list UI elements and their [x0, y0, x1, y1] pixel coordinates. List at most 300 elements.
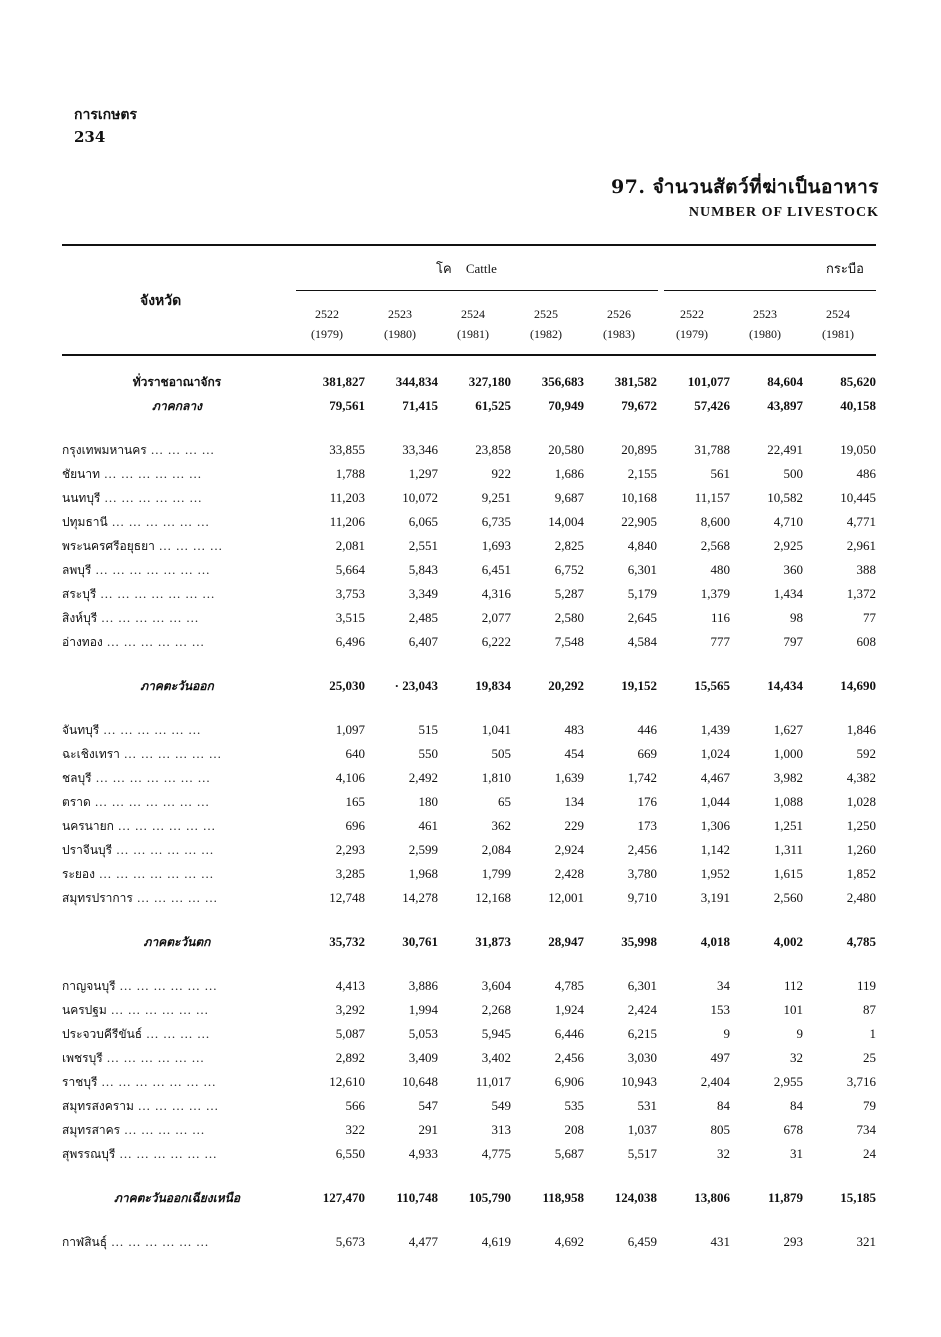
- value-cell: 3,349: [408, 586, 438, 601]
- leader-dots: ... ... ... ... ...: [132, 889, 218, 905]
- value-cell: 549: [491, 1098, 511, 1113]
- province-row: [62, 838, 876, 862]
- province-row: [62, 606, 876, 630]
- value-cell: 116: [710, 610, 730, 625]
- value-cell: 15,185: [840, 1190, 876, 1205]
- value-cell: 1: [869, 1026, 876, 1041]
- value-cell: 1,615: [773, 866, 803, 881]
- leader-dots: ... ... ... ... ... ...: [119, 745, 222, 761]
- value-cell: 344,834: [395, 374, 438, 389]
- leader-dots: ... ... ... ... ... ...: [102, 1049, 205, 1065]
- row-label: [62, 534, 292, 558]
- value-cell: 3,191: [700, 890, 730, 905]
- leader-dots: ... ... ... ... ... ...: [107, 1233, 210, 1249]
- leader-dots: ... ... ... ... ...: [120, 1121, 206, 1137]
- value-cell: 381,827: [322, 374, 365, 389]
- value-cell: 10,943: [621, 1074, 657, 1089]
- value-cell: 3,604: [481, 978, 511, 993]
- year-header: [438, 304, 508, 344]
- value-cell: 176: [637, 794, 657, 809]
- value-cell: 3,982: [773, 770, 803, 785]
- value-cell: 124,038: [614, 1190, 657, 1205]
- value-cell: 4,477: [408, 1234, 438, 1249]
- value-cell: 2,480: [846, 890, 876, 905]
- value-cell: 678: [783, 1122, 803, 1137]
- leader-dots: ... ... ... ...: [146, 441, 215, 457]
- row-label-text: จันทบุรี: [62, 722, 100, 737]
- province-row: [62, 814, 876, 838]
- value-cell: 669: [637, 746, 657, 761]
- value-cell: 1,924: [554, 1002, 584, 1017]
- province-row: [62, 1094, 876, 1118]
- value-cell: 505: [491, 746, 511, 761]
- value-cell: 2,560: [773, 890, 803, 905]
- value-cell: 1,372: [846, 586, 876, 601]
- value-cell: 14,278: [402, 890, 438, 905]
- value-cell: 2,925: [773, 538, 803, 553]
- value-cell: 70,949: [548, 398, 584, 413]
- year-be: 2523: [753, 307, 777, 321]
- leader-dots: ... ... ... ... ... ...: [112, 841, 215, 857]
- province-row: [62, 534, 876, 558]
- total-row: [62, 370, 876, 394]
- row-label-text: ภาคตะวันออก: [140, 678, 214, 693]
- year-header: [365, 304, 435, 344]
- value-cell: 2,551: [408, 538, 438, 553]
- header-bottom-rule: [62, 354, 876, 356]
- value-cell: 4,467: [700, 770, 730, 785]
- value-cell: 1,097: [335, 722, 365, 737]
- value-cell: 173: [637, 818, 657, 833]
- value-cell: 4,785: [846, 934, 876, 949]
- value-cell: 4,413: [335, 978, 365, 993]
- province-row: [62, 1142, 876, 1166]
- row-label: [62, 1118, 292, 1142]
- value-cell: 84: [717, 1098, 730, 1113]
- value-cell: 6,222: [481, 634, 511, 649]
- value-cell: 486: [856, 466, 876, 481]
- value-cell: 24: [863, 1146, 876, 1161]
- leader-dots: ... ... ... ... ... ...: [100, 489, 203, 505]
- value-cell: 2,456: [554, 1050, 584, 1065]
- value-cell: 1,742: [627, 770, 657, 785]
- value-cell: 10,168: [621, 490, 657, 505]
- value-cell: 2,924: [554, 842, 584, 857]
- value-cell: 1,852: [846, 866, 876, 881]
- value-cell: 535: [564, 1098, 584, 1113]
- value-cell: 2,155: [627, 466, 657, 481]
- leader-dots: ... ... ... ... ... ...: [115, 1145, 218, 1161]
- leader-dots: ... ... ... ... ... ... ...: [95, 865, 214, 881]
- value-cell: 1,306: [700, 818, 730, 833]
- province-row: [62, 862, 876, 886]
- value-cell: 84,604: [767, 374, 803, 389]
- value-cell: 5,053: [408, 1026, 438, 1041]
- value-cell: 566: [345, 1098, 365, 1113]
- province-row: [62, 462, 876, 486]
- value-cell: 35,732: [329, 934, 365, 949]
- row-label: [62, 486, 292, 510]
- value-cell: 127,470: [322, 1190, 365, 1205]
- value-cell: 321: [856, 1234, 876, 1249]
- province-row: [62, 974, 876, 998]
- value-cell: 40,158: [840, 398, 876, 413]
- value-cell: 3,780: [627, 866, 657, 881]
- value-cell: 6,301: [627, 562, 657, 577]
- value-cell: 550: [418, 746, 438, 761]
- leader-dots: ... ... ... ...: [154, 537, 223, 553]
- value-cell: 1,028: [846, 794, 876, 809]
- value-cell: 101: [783, 1002, 803, 1017]
- leader-dots: ... ... ... ... ... ... ...: [90, 793, 210, 809]
- row-label: [62, 1186, 292, 1210]
- spacer-row: [62, 1166, 876, 1186]
- value-cell: 2,424: [627, 1002, 657, 1017]
- row-label: [62, 1070, 292, 1094]
- row-label-text: ตราด: [62, 794, 91, 809]
- value-cell: 3,402: [481, 1050, 511, 1065]
- value-cell: 497: [710, 1050, 730, 1065]
- leader-dots: ... ... ... ... ... ...: [99, 721, 202, 737]
- value-cell: 8,600: [700, 514, 730, 529]
- value-cell: 11,203: [329, 490, 365, 505]
- row-label: [62, 838, 292, 862]
- value-cell: 19,152: [621, 678, 657, 693]
- row-label-text: ฉะเชิงเทรา: [62, 746, 120, 761]
- value-cell: 20,895: [621, 442, 657, 457]
- value-cell: 61,525: [475, 398, 511, 413]
- value-cell: 31,788: [694, 442, 730, 457]
- leader-dots: ... ... ... ... ... ...: [115, 977, 218, 993]
- leader-dots: ... ... ... ... ... ...: [106, 1001, 209, 1017]
- value-cell: 1,434: [773, 586, 803, 601]
- value-cell: 3,292: [335, 1002, 365, 1017]
- value-cell: 2,456: [627, 842, 657, 857]
- value-cell: 1,000: [773, 746, 803, 761]
- value-cell: 71,415: [402, 398, 438, 413]
- value-cell: 2,892: [335, 1050, 365, 1065]
- livestock-table: [62, 370, 876, 1254]
- leader-dots: ... ... ... ... ... ... ...: [91, 769, 211, 785]
- value-cell: 12,001: [548, 890, 584, 905]
- value-cell: 6,550: [335, 1146, 365, 1161]
- value-cell: 208: [564, 1122, 584, 1137]
- value-cell: 19,834: [475, 678, 511, 693]
- row-label: [62, 1094, 292, 1118]
- value-cell: 1,250: [846, 818, 876, 833]
- value-cell: 1,041: [481, 722, 511, 737]
- value-cell: 1,024: [700, 746, 730, 761]
- buffalo-group-label: กระบือ: [826, 262, 864, 277]
- province-row: [62, 718, 876, 742]
- value-cell: 454: [564, 746, 584, 761]
- value-cell: 5,945: [481, 1026, 511, 1041]
- table-title-thai: [611, 172, 879, 202]
- value-cell: 6,752: [554, 562, 584, 577]
- value-cell: 3,515: [335, 610, 365, 625]
- value-cell: 6,301: [627, 978, 657, 993]
- row-label: [62, 370, 292, 394]
- row-label: [62, 438, 292, 462]
- value-cell: 10,072: [402, 490, 438, 505]
- value-cell: 5,687: [554, 1146, 584, 1161]
- value-cell: 31,873: [475, 934, 511, 949]
- value-cell: 79,672: [621, 398, 657, 413]
- value-cell: 1,311: [774, 842, 803, 857]
- province-row: [62, 1070, 876, 1094]
- year-header: [803, 304, 873, 344]
- value-cell: 57,426: [694, 398, 730, 413]
- row-label-text: ลพบุรี: [62, 562, 92, 577]
- value-cell: 12,168: [475, 890, 511, 905]
- row-label: [62, 1230, 292, 1254]
- value-cell: 6,906: [554, 1074, 584, 1089]
- row-label: [62, 930, 292, 954]
- year-ce: (1980): [384, 327, 416, 341]
- value-cell: 34: [717, 978, 730, 993]
- row-label-text: ชลบุรี: [62, 770, 92, 785]
- value-cell: 2,268: [481, 1002, 511, 1017]
- value-cell: 2,645: [627, 610, 657, 625]
- row-label: [62, 582, 292, 606]
- value-cell: 922: [491, 466, 511, 481]
- row-label-text: สิงห์บุรี: [62, 610, 98, 625]
- spacer-row: [62, 954, 876, 974]
- value-cell: 1,639: [554, 770, 584, 785]
- value-cell: 500: [783, 466, 803, 481]
- value-cell: 6,451: [481, 562, 511, 577]
- spacer-row: [62, 698, 876, 718]
- value-cell: 12,748: [329, 890, 365, 905]
- value-cell: 14,690: [840, 678, 876, 693]
- province-row: [62, 998, 876, 1022]
- row-label-text: กาญจนบุรี: [62, 978, 116, 993]
- region-row: [62, 674, 876, 698]
- value-cell: 5,517: [627, 1146, 657, 1161]
- value-cell: 84: [790, 1098, 803, 1113]
- value-cell: 4,002: [773, 934, 803, 949]
- buffalo-group-rule: [664, 290, 876, 291]
- year-be: 2522: [315, 307, 339, 321]
- value-cell: 3,030: [627, 1050, 657, 1065]
- value-cell: 12,610: [329, 1074, 365, 1089]
- row-label-text: นครนายก: [62, 818, 114, 833]
- row-label-text: กรุงเทพมหานคร: [62, 442, 147, 457]
- value-cell: 3,753: [335, 586, 365, 601]
- year-be: 2524: [461, 307, 485, 321]
- value-cell: 7,548: [554, 634, 584, 649]
- leader-dots: ... ... ... ...: [142, 1025, 211, 1041]
- row-label-text: ทั่วราชอาณาจักร: [132, 374, 222, 389]
- value-cell: 6,065: [408, 514, 438, 529]
- value-cell: 1,627: [773, 722, 803, 737]
- value-cell: 10,582: [767, 490, 803, 505]
- value-cell: 1,439: [700, 722, 730, 737]
- value-cell: 11,017: [475, 1074, 511, 1089]
- row-label-text: นครปฐม: [62, 1002, 107, 1017]
- value-cell: 101,077: [687, 374, 730, 389]
- value-cell: 9,687: [554, 490, 584, 505]
- value-cell: 431: [710, 1234, 730, 1249]
- value-cell: 2,825: [554, 538, 584, 553]
- year-ce: (1979): [676, 327, 708, 341]
- value-cell: 1,686: [554, 466, 584, 481]
- value-cell: 388: [856, 562, 876, 577]
- year-header: [584, 304, 654, 344]
- value-cell: 547: [418, 1098, 438, 1113]
- value-cell: 1,088: [773, 794, 803, 809]
- value-cell: 2,084: [481, 842, 511, 857]
- value-cell: 33,346: [402, 442, 438, 457]
- row-label: [62, 814, 292, 838]
- value-cell: 1,952: [700, 866, 730, 881]
- value-cell: 6,735: [481, 514, 511, 529]
- value-cell: 30,761: [402, 934, 438, 949]
- row-label-text: ชัยนาท: [62, 466, 101, 481]
- value-cell: 561: [710, 466, 730, 481]
- value-cell: 32: [717, 1146, 730, 1161]
- cattle-label-thai: โค: [436, 262, 452, 277]
- value-cell: 515: [418, 722, 438, 737]
- region-row: [62, 1186, 876, 1210]
- value-cell: 11,879: [767, 1190, 803, 1205]
- value-cell: 32: [790, 1050, 803, 1065]
- year-be: 2524: [826, 307, 850, 321]
- year-be: 2523: [388, 307, 412, 321]
- value-cell: 22,491: [767, 442, 803, 457]
- value-cell: 2,568: [700, 538, 730, 553]
- value-cell: 19,050: [840, 442, 876, 457]
- year-ce: (1983): [603, 327, 635, 341]
- cattle-group-label: [436, 258, 497, 279]
- leader-dots: ... ... ... ... ...: [133, 1097, 219, 1113]
- value-cell: 446: [637, 722, 657, 737]
- row-label-text: สุพรรณบุรี: [62, 1146, 116, 1161]
- value-cell: 608: [856, 634, 876, 649]
- value-cell: 1,788: [335, 466, 365, 481]
- value-cell: 85,620: [840, 374, 876, 389]
- value-cell: 180: [418, 794, 438, 809]
- value-cell: 1,968: [408, 866, 438, 881]
- leader-dots: ... ... ... ... ... ... ...: [97, 1073, 217, 1089]
- year-ce: (1981): [822, 327, 854, 341]
- province-row: [62, 486, 876, 510]
- value-cell: 20,580: [548, 442, 584, 457]
- row-label-text: สมุทรปราการ: [62, 890, 133, 905]
- value-cell: 10,648: [402, 1074, 438, 1089]
- year-header: [657, 304, 727, 344]
- value-cell: 4,692: [554, 1234, 584, 1249]
- row-label: [62, 510, 292, 534]
- leader-dots: ... ... ... ... ... ... ...: [91, 561, 211, 577]
- row-label: [62, 718, 292, 742]
- value-cell: 291: [418, 1122, 438, 1137]
- province-row: [62, 1118, 876, 1142]
- value-cell: 322: [345, 1122, 365, 1137]
- value-cell: 10,445: [840, 490, 876, 505]
- value-cell: 9: [723, 1026, 730, 1041]
- value-cell: 2,492: [408, 770, 438, 785]
- value-cell: 4,933: [408, 1146, 438, 1161]
- row-label-text: ภาคตะวันออกเฉียงเหนือ: [113, 1190, 241, 1205]
- value-cell: 356,683: [541, 374, 584, 389]
- value-cell: 5,673: [335, 1234, 365, 1249]
- value-cell: 14,004: [548, 514, 584, 529]
- value-cell: 362: [491, 818, 511, 833]
- cattle-label-english: Cattle: [465, 261, 497, 276]
- leader-dots: ... ... ... ... ... ...: [107, 513, 210, 529]
- value-cell: 6,459: [627, 1234, 657, 1249]
- value-cell: 4,316: [481, 586, 511, 601]
- value-cell: 4,018: [700, 934, 730, 949]
- value-cell: 9,710: [627, 890, 657, 905]
- value-cell: 5,179: [627, 586, 657, 601]
- row-label-text: พระนครศรีอยุธยา: [62, 538, 155, 553]
- value-cell: 118,958: [542, 1190, 584, 1205]
- value-cell: 640: [345, 746, 365, 761]
- value-cell: 119: [856, 978, 876, 993]
- year-ce: (1982): [530, 327, 562, 341]
- value-cell: 22,905: [621, 514, 657, 529]
- value-cell: 1,846: [846, 722, 876, 737]
- value-cell: 360: [783, 562, 803, 577]
- row-label: [62, 790, 292, 814]
- spacer-row: [62, 1210, 876, 1230]
- leader-dots: ... ... ... ... ... ... ...: [96, 585, 216, 601]
- value-cell: 6,496: [335, 634, 365, 649]
- value-cell: 2,293: [335, 842, 365, 857]
- header-top-rule: [62, 244, 876, 246]
- table-title-english: NUMBER OF LIVESTOCK: [688, 205, 879, 220]
- value-cell: 6,407: [408, 634, 438, 649]
- value-cell: 11,157: [694, 490, 730, 505]
- value-cell: 4,710: [773, 514, 803, 529]
- row-label: [62, 766, 292, 790]
- value-cell: 5,087: [335, 1026, 365, 1041]
- province-column-header: จังหวัด: [140, 293, 182, 309]
- value-cell: 33,855: [329, 442, 365, 457]
- row-label: [62, 862, 292, 886]
- value-cell: 4,775: [481, 1146, 511, 1161]
- value-cell: 134: [564, 794, 584, 809]
- province-row: [62, 886, 876, 910]
- value-cell: 6,446: [554, 1026, 584, 1041]
- year-be: 2526: [607, 307, 631, 321]
- value-cell: 805: [710, 1122, 730, 1137]
- value-cell: 2,955: [773, 1074, 803, 1089]
- value-cell: 592: [856, 746, 876, 761]
- value-cell: 4,619: [481, 1234, 511, 1249]
- year-ce: (1979): [311, 327, 343, 341]
- row-label-text: สมุทรสงคราม: [62, 1098, 134, 1113]
- value-cell: 2,077: [481, 610, 511, 625]
- province-row: [62, 1046, 876, 1070]
- value-cell: 5,287: [554, 586, 584, 601]
- row-label-text: เพชรบุรี: [62, 1050, 103, 1065]
- cattle-group-rule: [296, 290, 658, 291]
- value-cell: 1,994: [408, 1002, 438, 1017]
- row-label-text: สระบุรี: [62, 586, 97, 601]
- row-label-text: ปทุมธานี: [62, 514, 108, 529]
- province-row: [62, 1022, 876, 1046]
- table-number: 97.: [610, 176, 646, 198]
- value-cell: 3,886: [408, 978, 438, 993]
- row-label: [62, 558, 292, 582]
- row-label-text: ระยอง: [62, 866, 95, 881]
- value-cell: 1,810: [481, 770, 511, 785]
- value-cell: 461: [418, 818, 438, 833]
- value-cell: 696: [345, 818, 365, 833]
